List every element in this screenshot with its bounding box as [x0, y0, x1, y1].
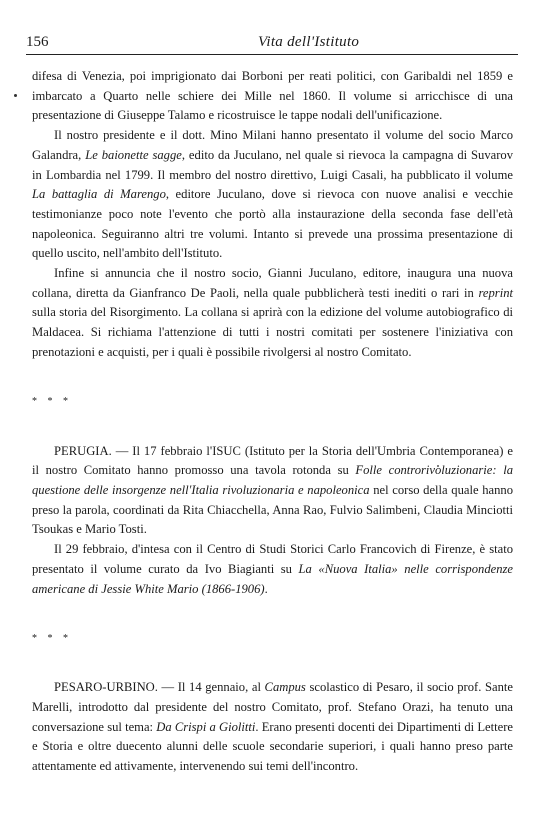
- paragraph-collana: [32, 264, 513, 363]
- paragraph-pesaro-urbino: [32, 678, 513, 777]
- book-title-italic: La battaglia di Marengo: [32, 187, 166, 202]
- spacer: [32, 382, 513, 392]
- page-number: 156: [26, 34, 49, 50]
- text-run: Il nostro presidente e il dott. Mino Milani hanno presentato il volume del socio Marco Galandra,: [32, 128, 513, 162]
- spacer: [32, 412, 513, 432]
- text-run: PERUGIA. — Il 17 febbraio l'ISUC (Istituto per la Storia dell'Umbria Contemporanea) e il nostro Comitato hanno promosso una tavola rotonda su: [32, 443, 513, 478]
- spacer: [32, 363, 513, 383]
- running-title: Vita dell'Istituto: [258, 34, 360, 50]
- book-title-italic: Le baionette sagge: [85, 147, 182, 162]
- talk-title-italic: Da Crispi a Giolitti: [156, 719, 256, 734]
- spacer: [32, 432, 513, 442]
- running-header: [26, 34, 518, 55]
- text-run: , edito da Juculano, nel quale si rievoca la campagna di Suvarov in Lombardia nel 1799. Il membro del nostro direttivo, Luigi Casali, ha pubblicato il volume: [32, 147, 513, 182]
- event-title-italic: Folle controrivoluzionarie: la questione delle insorgenze nell'Italia rivoluzionaria e napoleonica: [32, 463, 514, 498]
- paragraph-firenze: [32, 540, 513, 599]
- paragraph-venezia: difesa di Venezia, poi imprigionato dai Borboni per reati politici, con Garibaldi nel 1859 e imbarcato a Quarto nelle schiere dei Mille nel 1860. Il volume si arricchisce di una presentazione di Giuseppe Talamo e ricostruisce le tappe nodali dell'unificazione.: [32, 69, 513, 123]
- book-title-italic: La «Nuova Italia» nelle corrispondenze americane di Jessie White Mario (1866-1906): [32, 561, 513, 596]
- italic-term: Campus: [264, 680, 306, 695]
- spacer: [32, 649, 513, 669]
- section-separator: * * *: [32, 396, 72, 408]
- paragraph-perugia: [32, 442, 513, 541]
- text-run: sulla storia del Risorgimento. La collana si aprirà con la edizione del volume autobiografico di Maldacea. Si richiama l'attenzione di tutti i nostri comitati per sostenere l'iniziativa con prenotazioni e acquisti, per i quali è possibile rivolgersi al nostro Comitato.: [32, 305, 513, 359]
- margin-mark: [14, 94, 17, 97]
- section-separator: * * *: [32, 632, 72, 644]
- text-run: .: [264, 581, 268, 596]
- spacer: [32, 668, 513, 678]
- text-run: Infine si annuncia che il nostro socio, Gianni Juculano, editore, inaugura una nuova collana, diretta da Gianfranco De Paoli, nella quale pubblicherà testi inediti o rari in: [32, 266, 513, 300]
- italic-term: reprint: [478, 285, 513, 300]
- text-run: scolastico di Pesaro, il socio prof. Sante Marelli, introdotto dal presidente del nostro Comitato, prof. Stefano Orazi, ha tenuto una conversazione sul tema:: [32, 680, 513, 734]
- spacer: [32, 599, 513, 619]
- paragraph-presentazioni: [32, 126, 513, 264]
- page-body: [32, 67, 513, 777]
- text-run: , editore Juculano, dove si rievoca con nuove analisi e vecchie testimonianze poco note l'evento che portò alla instaurazione della seconda fase dell'età napoleonica. Seguiranno altri tre volumi. Intanto si prevede una prossima presentazione di quello uscito, nell'ambito dell'Istituto.: [32, 187, 513, 261]
- text-run: nel corso della quale hanno preso la parola, coordinati da Rita Chiacchella, Anna Rao, Fulvio Salimbeni, Claudia Minciotti Tsoukas e Mario Tosti.: [32, 483, 513, 537]
- text-run: Il 29 febbraio, d'intesa con il Centro di Studi Storici Carlo Francovich di Firenze, è stato presentato il volume curato da Ivo Biagianti su: [32, 542, 513, 576]
- text-run: PESARO-URBINO. — Il 14 gennaio, al: [54, 680, 265, 695]
- spacer: [32, 619, 513, 629]
- text-run: . Erano presenti docenti dei Dipartimenti di Lettere e Storia e oltre duecento alunni delle scuole secondarie superiori, i quali hanno preso parte attentamente ed attivamente, intervenendo sui temi dell'incontro.: [32, 719, 513, 774]
